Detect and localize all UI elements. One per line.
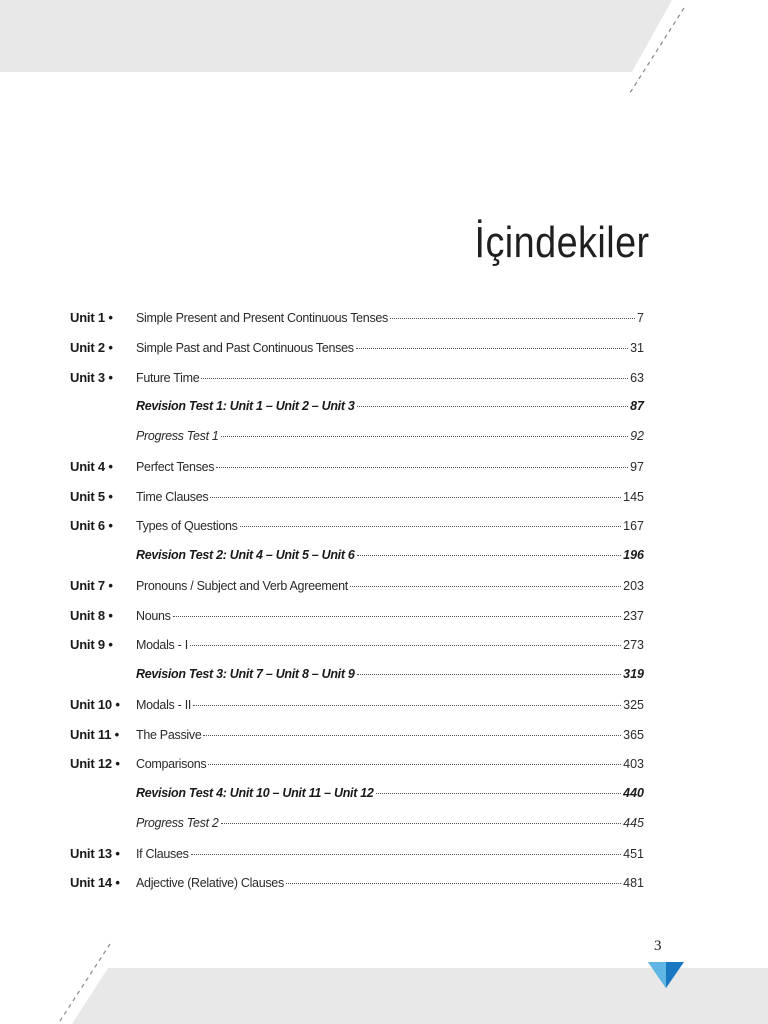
entry-page-number: 445: [623, 815, 644, 830]
unit-label: Unit 9 •: [70, 637, 113, 653]
toc-row-test[interactable]: [70, 399, 644, 429]
entry-title: Time Clauses: [136, 489, 209, 504]
dot-leader: [216, 467, 628, 468]
entry-title: Revision Test 1: Unit 1 – Unit 2 – Unit 3: [136, 399, 355, 414]
toc-row-unit[interactable]: [70, 637, 644, 667]
unit-label: Unit 5 •: [70, 488, 113, 504]
entry-page-number: 63: [630, 370, 644, 385]
entry-page-number: 203: [623, 578, 644, 593]
unit-label: Unit 8 •: [70, 607, 113, 623]
dot-leader: [286, 883, 621, 884]
dot-leader: [390, 318, 635, 319]
entry-title: Revision Test 2: Unit 4 – Unit 5 – Unit 6: [136, 548, 355, 562]
entry-title: Progress Test 2: [136, 815, 219, 830]
toc-row-test[interactable]: [70, 429, 644, 459]
entry-page-number: 403: [623, 757, 644, 772]
entry-page-number: 481: [623, 876, 644, 891]
entry-title: Nouns: [136, 608, 171, 623]
entry-page-number: 325: [623, 697, 644, 712]
entry-page-number: 273: [623, 638, 644, 653]
entry-title: Simple Past and Past Continuous Tenses: [136, 340, 354, 355]
dot-leader: [210, 497, 621, 498]
table-of-contents: [70, 310, 644, 905]
toc-row-unit[interactable]: [70, 727, 644, 757]
entry-page-number: 451: [623, 846, 644, 861]
unit-label: Unit 11 •: [70, 726, 119, 742]
entry-title: Perfect Tenses: [136, 459, 215, 474]
toc-row-test[interactable]: [70, 548, 644, 578]
entry-page-number: 7: [637, 311, 644, 325]
entry-title: Modals - I: [136, 638, 188, 653]
unit-label: Unit 3 •: [70, 369, 113, 385]
unit-label: Unit 10 •: [70, 696, 120, 712]
entry-page-number: 145: [623, 489, 644, 504]
dot-leader: [376, 793, 622, 794]
entry-title: If Clauses: [136, 846, 189, 861]
entry-page-number: 167: [623, 519, 644, 534]
entry-page-number: 237: [623, 608, 644, 623]
entry-title: Future Time: [136, 370, 200, 385]
toc-row-unit[interactable]: [70, 608, 644, 638]
dot-leader: [190, 645, 621, 646]
entry-title: Types of Questions: [136, 519, 238, 534]
dot-leader: [357, 555, 622, 556]
unit-label: Unit 4 •: [70, 458, 113, 474]
toc-row-unit[interactable]: [70, 310, 644, 340]
entry-page-number: 97: [630, 459, 644, 474]
entry-title: Adjective (Relative) Clauses: [136, 876, 284, 891]
unit-label: Unit 7 •: [70, 577, 113, 593]
top-band: [0, 0, 672, 72]
toc-row-unit[interactable]: [70, 489, 644, 519]
toc-row-test[interactable]: [70, 816, 644, 846]
unit-label: Unit 1 •: [70, 310, 113, 325]
unit-label: Unit 2 •: [70, 339, 113, 355]
entry-title: Progress Test 1: [136, 429, 219, 443]
toc-row-unit[interactable]: [70, 340, 644, 370]
dot-leader: [221, 823, 622, 824]
dot-leader: [356, 348, 628, 349]
unit-label: Unit 14 •: [70, 875, 120, 891]
entry-title: Modals - II: [136, 697, 192, 712]
dot-leader: [357, 674, 622, 675]
unit-label: Unit 13 •: [70, 845, 120, 861]
entry-page-number: 92: [630, 429, 644, 443]
dot-leader: [173, 616, 622, 617]
entry-page-number: 31: [630, 340, 644, 355]
dot-leader: [350, 586, 621, 587]
entry-page-number: 365: [623, 727, 644, 742]
entry-page-number: 319: [623, 667, 644, 681]
entry-page-number: 440: [623, 786, 644, 800]
entry-page-number: 87: [630, 399, 644, 414]
toc-row-unit[interactable]: [70, 370, 644, 400]
dot-leader: [357, 406, 629, 407]
dot-leader: [203, 735, 621, 736]
dot-leader: [201, 378, 628, 379]
toc-row-unit[interactable]: [70, 756, 644, 786]
toc-row-unit[interactable]: [70, 518, 644, 548]
toc-row-test[interactable]: [70, 667, 644, 697]
entry-page-number: 196: [623, 548, 644, 562]
toc-row-unit[interactable]: [70, 578, 644, 608]
dot-leader: [193, 705, 621, 706]
entry-title: Revision Test 3: Unit 7 – Unit 8 – Unit 9: [136, 667, 355, 681]
toc-row-test[interactable]: [70, 786, 644, 816]
entry-title: The Passive: [136, 727, 202, 742]
entry-title: Comparisons: [136, 757, 207, 772]
toc-row-unit[interactable]: [70, 875, 644, 905]
toc-row-unit[interactable]: [70, 697, 644, 727]
dot-leader: [208, 764, 621, 765]
entry-title: Pronouns / Subject and Verb Agreement: [136, 578, 348, 593]
unit-label: Unit 12 •: [70, 756, 120, 772]
toc-row-unit[interactable]: [70, 459, 644, 489]
dot-leader: [221, 436, 629, 437]
dot-leader: [191, 854, 622, 855]
dot-leader: [240, 526, 622, 527]
page-title: İçindekiler: [474, 218, 650, 267]
entry-title: Revision Test 4: Unit 10 – Unit 11 – Unit 12: [136, 786, 374, 800]
toc-row-unit[interactable]: [70, 846, 644, 876]
page-number: 3: [654, 938, 662, 954]
unit-label: Unit 6 •: [70, 518, 113, 534]
entry-title: Simple Present and Present Continuous Tenses: [136, 311, 389, 325]
